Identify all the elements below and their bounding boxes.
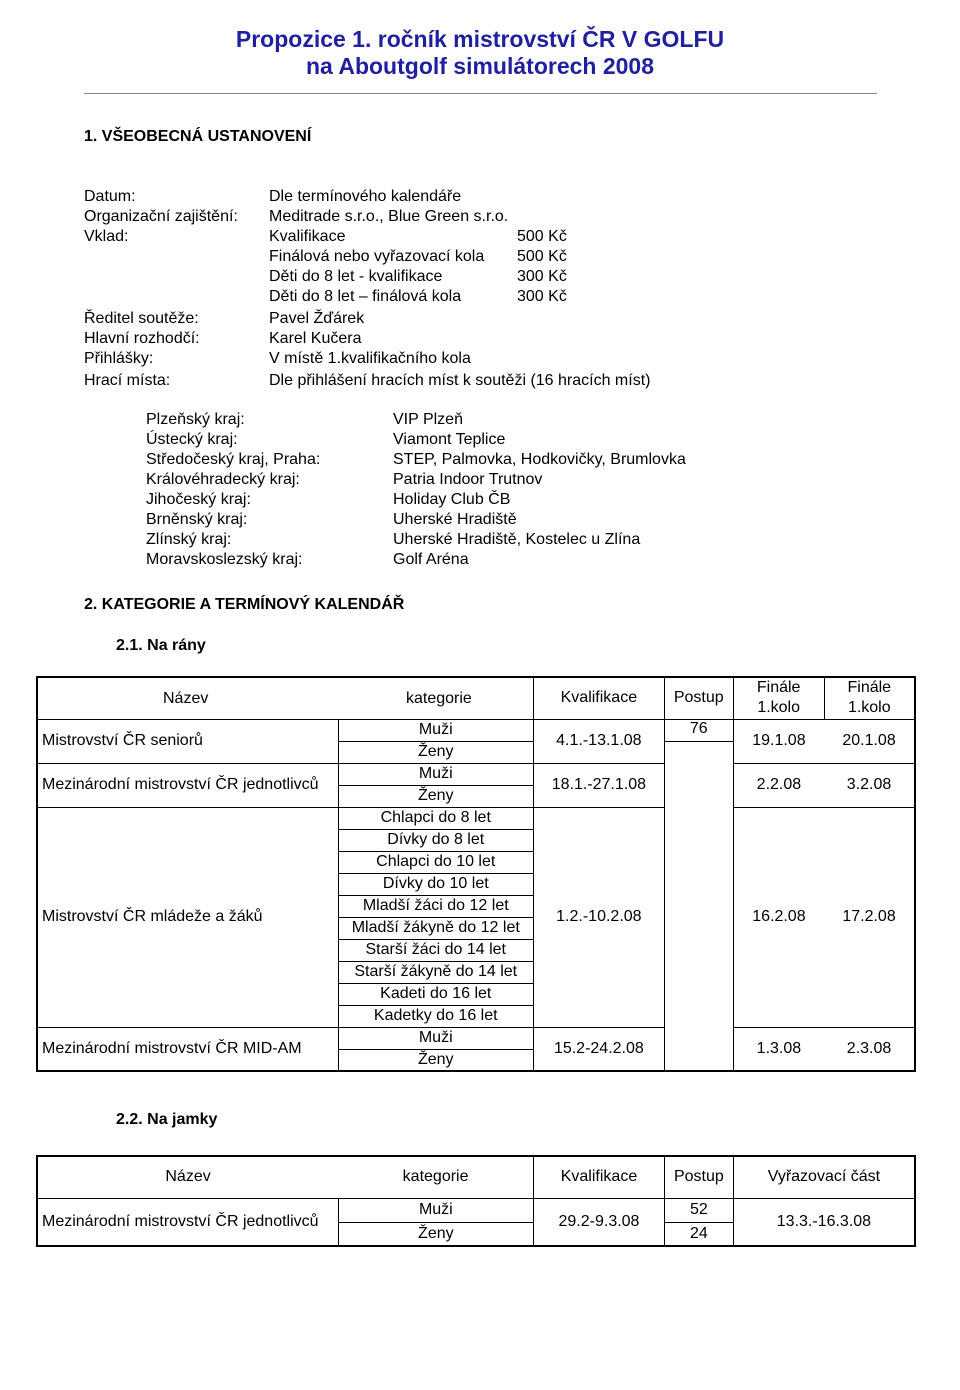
prihlasky-value: V místě 1.kvalifikačního kola	[269, 350, 471, 367]
subsection-na-jamky: 2.2. Na jamky	[116, 1111, 218, 1128]
table-row	[37, 1198, 915, 1222]
datum-label: Datum:	[84, 188, 136, 205]
reditel-label: Ředitel soutěže:	[84, 310, 199, 327]
header-nazev: Název	[37, 1156, 338, 1198]
row-postup: 76	[664, 719, 733, 741]
table-row	[37, 1027, 915, 1049]
row-kategorie: Dívky do 8 let	[338, 829, 533, 851]
rozhodci-value: Karel Kučera	[269, 330, 362, 347]
vklad-item-name: Kvalifikace	[269, 228, 346, 245]
region-name: Plzeňský kraj:	[146, 411, 245, 428]
header-postup: Postup	[664, 677, 733, 719]
row-postup: 52	[664, 1198, 733, 1222]
row-kategorie: Ženy	[338, 1049, 533, 1071]
page-title-line2: na Aboutgolf simulátorech 2008	[305, 53, 655, 79]
region-venue: Golf Aréna	[393, 551, 469, 568]
header-nazev: Název	[163, 690, 209, 707]
vklad-item-price: 500 Kč	[517, 248, 567, 265]
row-kategorie: Chlapci do 10 let	[338, 851, 533, 873]
header-finale2: Finále 1.kolo	[824, 677, 915, 719]
table-row	[37, 719, 915, 741]
vklad-item-name: Děti do 8 let - kvalifikace	[269, 268, 443, 285]
row-finale2: 2.3.08	[824, 1027, 915, 1071]
row-finale2: 3.2.08	[824, 763, 915, 807]
subsection-na-rany: 2.1. Na rány	[116, 637, 206, 654]
row-kvalifikace: 15.2-24.2.08	[533, 1027, 664, 1071]
row-kvalifikace: 18.1.-27.1.08	[533, 763, 664, 807]
region-name: Ústecký kraj:	[146, 431, 238, 448]
vklad-item-name: Finálová nebo vyřazovací kola	[269, 248, 485, 265]
table-row	[37, 807, 915, 829]
row-postup: 24	[664, 1222, 733, 1246]
row-vyrazovaci: 13.3.-16.3.08	[733, 1198, 915, 1246]
row-nazev: Mezinárodní mistrovství ČR jednotlivců	[37, 1198, 338, 1246]
region-venue: Viamont Teplice	[393, 431, 506, 448]
header-vyrazovaci: Vyřazovací část	[733, 1156, 915, 1198]
row-kategorie: Muži	[338, 719, 533, 741]
reditel-value: Pavel Žďárek	[269, 310, 365, 327]
row-kategorie: Ženy	[338, 741, 533, 763]
row-finale1: 19.1.08	[733, 719, 824, 763]
row-kategorie: Ženy	[338, 785, 533, 807]
row-finale1: 16.2.08	[733, 807, 824, 1027]
page-title-line1: Propozice 1. ročník mistrovství ČR V GOLFU	[235, 26, 725, 52]
vklad-item-name: Děti do 8 let – finálová kola	[269, 288, 462, 305]
table-row	[37, 763, 915, 785]
header-cell	[37, 677, 533, 719]
vklad-item-price: 300 Kč	[517, 288, 567, 305]
row-kategorie: Kadetky do 16 let	[338, 1005, 533, 1027]
header-kategorie: kategorie	[338, 1156, 533, 1198]
row-finale2: 20.1.08	[824, 719, 915, 763]
header-finale1: Finále 1.kolo	[733, 677, 824, 719]
region-name: Moravskoslezský kraj:	[146, 551, 303, 568]
region-venue: STEP, Palmovka, Hodkovičky, Brumlovka	[393, 451, 686, 468]
region-venue: Uherské Hradiště	[393, 511, 517, 528]
table-na-jamky	[36, 1155, 916, 1247]
header-kvalifikace: Kvalifikace	[533, 677, 664, 719]
row-finale1: 1.3.08	[733, 1027, 824, 1071]
mista-label: Hrací místa:	[84, 372, 171, 389]
vklad-item-price: 500 Kč	[517, 228, 567, 245]
region-venue: Uherské Hradiště, Kostelec u Zlína	[393, 531, 641, 548]
vklad-label: Vklad:	[84, 228, 129, 245]
header-kategorie: kategorie	[406, 690, 472, 707]
row-finale2: 17.2.08	[824, 807, 915, 1027]
row-kategorie: Muži	[338, 1198, 533, 1222]
row-kategorie: Dívky do 10 let	[338, 873, 533, 895]
postup-merged	[664, 763, 733, 1071]
row-nazev: Mistrovství ČR seniorů	[37, 719, 338, 763]
row-nazev: Mistrovství ČR mládeže a žáků	[37, 807, 338, 1027]
row-kvalifikace: 4.1.-13.1.08	[533, 719, 664, 763]
rozhodci-label: Hlavní rozhodčí:	[84, 330, 200, 347]
vklad-item-price: 300 Kč	[517, 268, 567, 285]
section1-heading: 1. VŠEOBECNÁ USTANOVENÍ	[84, 128, 312, 145]
header-postup: Postup	[664, 1156, 733, 1198]
region-name: Brněnský kraj:	[146, 511, 248, 528]
row-nazev: Mezinárodní mistrovství ČR MID-AM	[37, 1027, 338, 1071]
section2-heading: 2. KATEGORIE A TERMÍNOVÝ KALENDÁŘ	[84, 596, 405, 613]
row-kategorie: Chlapci do 8 let	[338, 807, 533, 829]
postup-empty	[664, 741, 733, 763]
region-name: Jihočeský kraj:	[146, 491, 251, 508]
prihlasky-label: Přihlášky:	[84, 350, 154, 367]
row-kategorie: Kadeti do 16 let	[338, 983, 533, 1005]
table-na-rany	[36, 676, 916, 1072]
region-name: Zlínský kraj:	[146, 531, 232, 548]
region-name: Středočeský kraj, Praha:	[146, 451, 321, 468]
region-venue: Holiday Club ČB	[393, 491, 511, 508]
org-label: Organizační zajištění:	[84, 208, 238, 225]
table-header-row	[37, 677, 915, 719]
datum-value: Dle termínového kalendáře	[269, 188, 462, 205]
row-kategorie: Muži	[338, 763, 533, 785]
row-kategorie: Ženy	[338, 1222, 533, 1246]
row-nazev: Mezinárodní mistrovství ČR jednotlivců	[37, 763, 338, 807]
row-finale1: 2.2.08	[733, 763, 824, 807]
region-venue: Patria Indoor Trutnov	[393, 471, 543, 488]
region-name: Královéhradecký kraj:	[146, 471, 300, 488]
row-kategorie: Mladší žákyně do 12 let	[338, 917, 533, 939]
row-kategorie: Starší žákyně do 14 let	[338, 961, 533, 983]
header-kvalifikace: Kvalifikace	[534, 1156, 665, 1198]
row-kvalifikace: 29.2-9.3.08	[534, 1198, 665, 1246]
region-venue: VIP Plzeň	[393, 411, 463, 428]
row-kvalifikace: 1.2.-10.2.08	[533, 807, 664, 1027]
row-kategorie: Mladší žáci do 12 let	[338, 895, 533, 917]
mista-value: Dle přihlášení hracích míst k soutěži (16 hracích míst)	[269, 372, 651, 389]
title-divider	[84, 93, 877, 94]
row-kategorie: Muži	[338, 1027, 533, 1049]
table-header-row	[37, 1156, 915, 1198]
org-value: Meditrade s.r.o., Blue Green s.r.o.	[269, 208, 509, 225]
row-kategorie: Starší žáci do 14 let	[338, 939, 533, 961]
